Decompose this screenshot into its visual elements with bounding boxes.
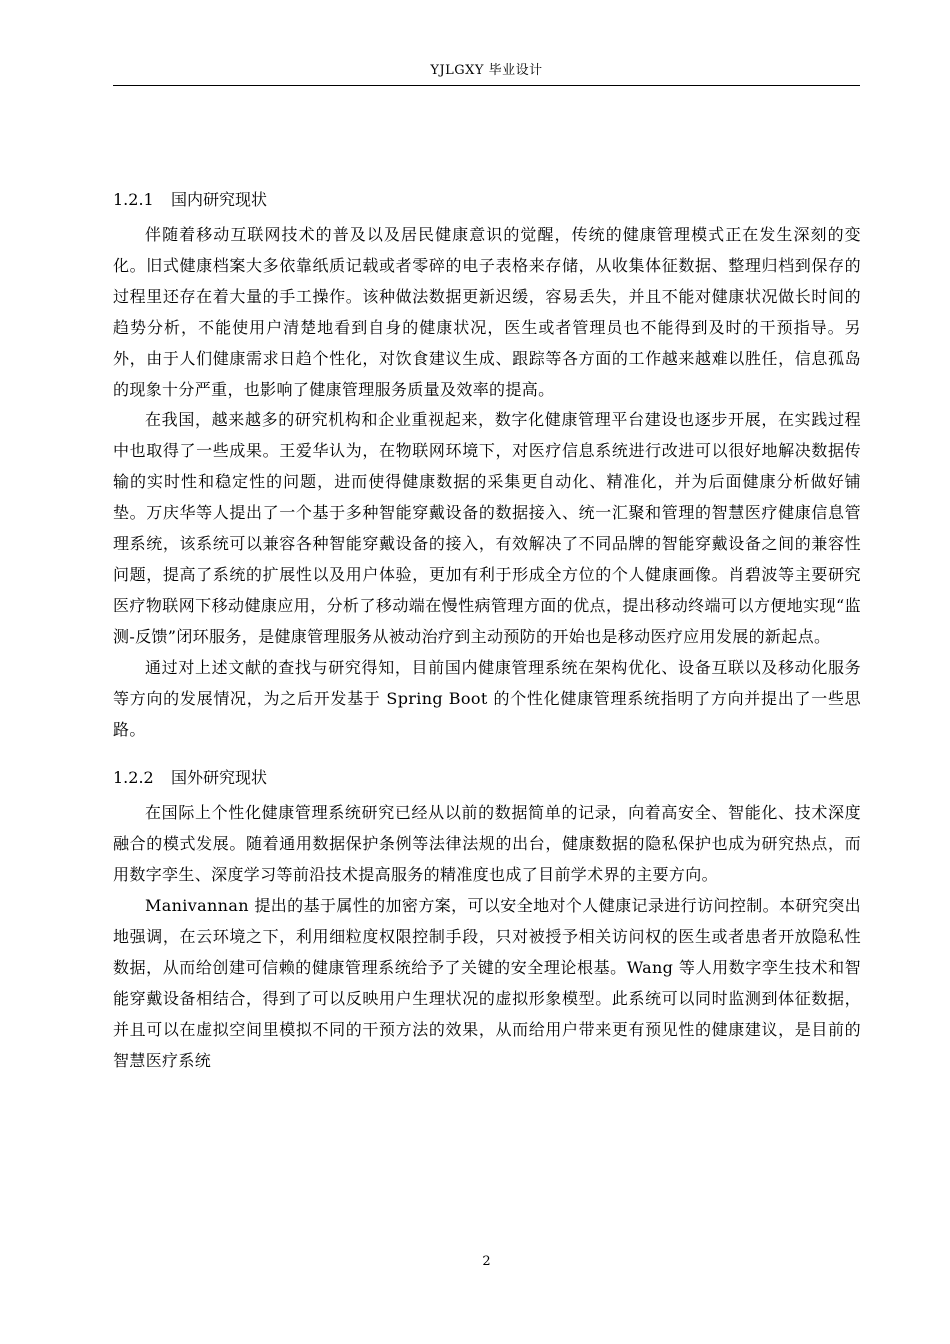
section-title: 国外研究现状 (171, 768, 268, 788)
section-heading-domestic (113, 180, 861, 220)
running-header: YJLGXY 毕业设计 (430, 63, 543, 78)
paragraph: 伴随着移动互联网技术的普及以及居民健康意识的觉醒，传统的健康管理模式正在发生深刻的变化。旧式健康档案大多依靠纸质记载或者零碎的电子表格来存储，从收集体征数据、整理归档到保存的过程里还存在着大量的手工操作。该种做法数据更新迟缓，容易丢失，并且不能对健康状况做长时间的趋势分析，不能使用户清楚地看到自身的健康状况，医生或者管理员也不能得到及时的干预指导。另外，由于人们健康需求日趋个性化，对饮食建议生成、跟踪等各方面的工作越来越难以胜任，信息孤岛的现象十分严重，也影响了健康管理服务质量及效率的提高。 (113, 225, 861, 399)
page-body (113, 180, 861, 1077)
paragraph: 在国际上个性化健康管理系统研究已经从以前的数据简单的记录，向着高安全、智能化、技术深度融合的模式发展。随着通用数据保护条例等法律法规的出台，健康数据的隐私保护也成为研究热点，而用数字孪生、深度学习等前沿技术提高服务的精准度也成了目前学术界的主要方向。 (113, 803, 861, 885)
header-rule (113, 85, 860, 86)
section-title: 国内研究现状 (171, 190, 268, 209)
paragraph: 通过对上述文献的查找与研究得知，目前国内健康管理系统在架构优化、设备互联以及移动化服务等方向的发展情况，为之后开发基于 Spring Boot 的个性化健康管理系统指明了方向并提出了一些思路。 (113, 657, 861, 739)
section-heading-foreign (113, 758, 861, 798)
page-number: 2 (482, 1254, 491, 1269)
paragraph: Manivannan 提出的基于属性的加密方案，可以安全地对个人健康记录进行访问控制。本研究突出地强调，在云环境之下，利用细粒度权限控制手段，只对被授予相关访问权的医生或者患者开放隐私性数据，从而给创建可信赖的健康管理系统给予了关键的安全理论根基。Wang 等人用数字孪生技术和智能穿戴设备相结合，得到了可以反映用户生理状况的虚拟形象模型。此系统可以同时监测到体征数据，并且可以在虚拟空间里模拟不同的干预方法的效果，从而给用户带来更有预见性的健康建议，是目前的智慧医疗系统 (113, 896, 861, 1070)
section-number: 1.2.2 (113, 768, 154, 788)
paragraph: 在我国，越来越多的研究机构和企业重视起来，数字化健康管理平台建设也逐步开展，在实践过程中也取得了一些成果。王爱华认为，在物联网环境下，对医疗信息系统进行改进可以很好地解决数据传输的实时性和稳定性的问题，进而使得健康数据的采集更自动化、精准化，并为后面健康分析做好铺垫。万庆华等人提出了一个基于多种智能穿戴设备的数据接入、统一汇聚和管理的智慧医疗健康信息管理系统，该系统可以兼容各种智能穿戴设备的接入，有效解决了不同品牌的智能穿戴设备之间的兼容性问题，提高了系统的扩展性以及用户体验，更加有利于形成全方位的个人健康画像。肖碧波等主要研究医疗物联网下移动健康应用，分析了移动端在慢性病管理方面的优点，提出移动终端可以方便地实现“监测-反馈”闭环服务，是健康管理服务从被动治疗到主动预防的开始也是移动医疗应用发展的新起点。 (113, 410, 861, 646)
section-number: 1.2.1 (113, 190, 154, 209)
